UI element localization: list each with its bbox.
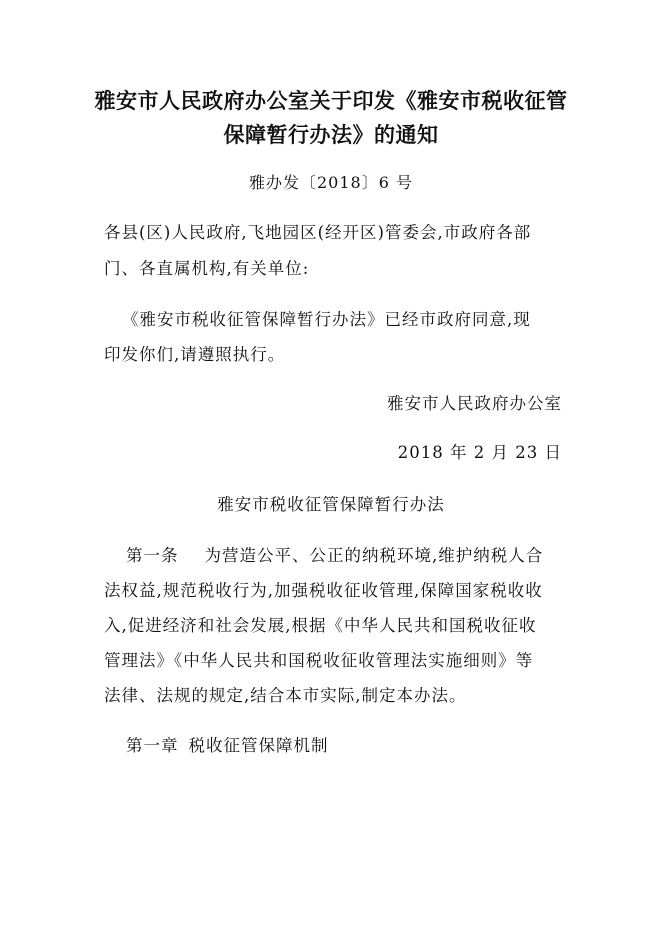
chapter-1-heading — [126, 731, 329, 761]
article-1-first-line — [126, 541, 543, 571]
article-1-line-3: 入,促进经济和社会发展,根据《中华人民共和国税收征收 — [104, 616, 537, 635]
signature-issuer: 雅安市人民政府办公室 — [387, 394, 562, 413]
article-1-line-4: 管理法》《中华人民共和国税收征收管理法实施细则》等 — [104, 651, 534, 670]
signature-date: 2018 年 2 月 23 日 — [397, 443, 562, 462]
document-title-line-2: 保障暂行办法》的通知 — [223, 123, 439, 147]
article-1-line-1: 为营造公平、公正的纳税环境,维护纳税人合 — [204, 546, 544, 565]
notice-line-1: 《雅安市税收征管保障暂行办法》已经市政府同意,现 — [122, 310, 531, 329]
document-title-line-1: 雅安市人民政府办公室关于印发《雅安市税收征管 — [94, 89, 568, 113]
article-1-line-2: 法权益,规范税收行为,加强税收征收管理,保障国家税收收 — [104, 581, 543, 600]
notice-line-2: 印发你们,请遵照执行。 — [104, 345, 286, 364]
chapter-1-label: 第一章 — [126, 736, 179, 755]
chapter-1-title: 税收征管保障机制 — [188, 736, 329, 755]
addressee-line-1: 各县(区)人民政府,飞地园区(经开区)管委会,市政府各部 — [104, 223, 532, 242]
attachment-title: 雅安市税收征管保障暂行办法 — [217, 495, 445, 514]
addressee-line-2: 门、各直属机构,有关单位: — [104, 259, 310, 278]
article-1-label: 第一条 — [126, 546, 179, 565]
article-1-line-5: 法律、法规的规定,结合本市实际,制定本办法。 — [104, 686, 467, 705]
document-number: 雅办发〔2018〕6 号 — [249, 173, 413, 192]
